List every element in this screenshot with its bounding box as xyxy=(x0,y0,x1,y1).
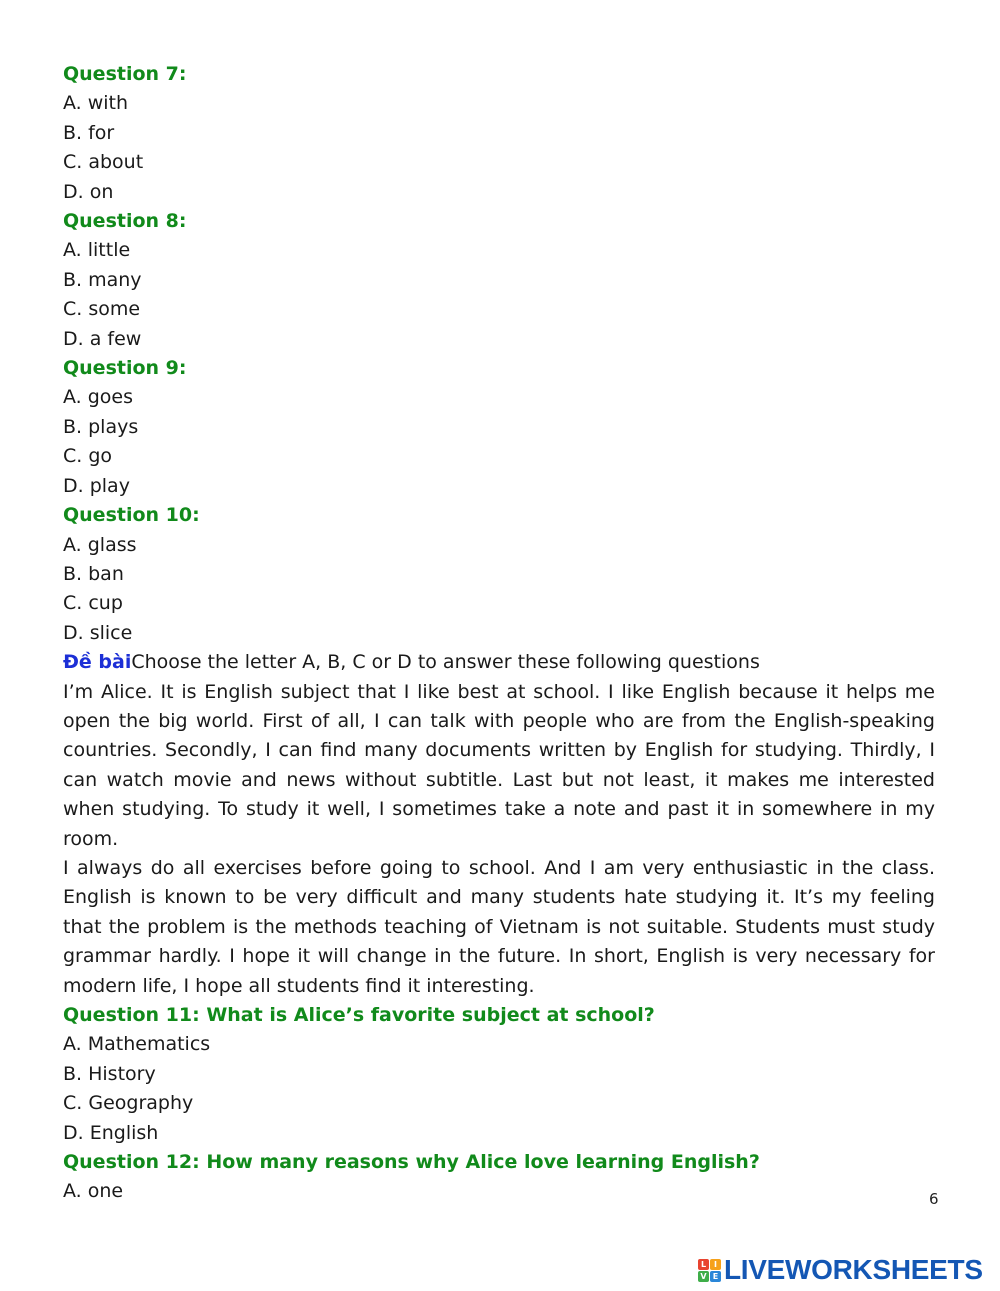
question-block xyxy=(63,354,935,501)
liveworksheets-brand[interactable] xyxy=(698,1254,983,1286)
question-block xyxy=(63,207,935,354)
logo-tile: L xyxy=(698,1259,709,1270)
brand-name: LIVEWORKSHEETS xyxy=(724,1254,983,1285)
question-block xyxy=(63,1148,935,1207)
answer-option[interactable]: B. ban xyxy=(63,562,124,585)
answer-option[interactable]: A. one xyxy=(63,1180,124,1203)
logo-tile: E xyxy=(710,1271,721,1282)
question-block xyxy=(63,60,935,207)
answer-option[interactable]: C. about xyxy=(63,151,144,174)
question-heading: Question 8: xyxy=(63,210,187,233)
answer-option[interactable]: B. History xyxy=(63,1062,156,1085)
question-heading: Question 11: What is Alice’s favorite subject at school? xyxy=(63,1004,655,1026)
answer-option[interactable]: A. little xyxy=(63,239,131,262)
answer-option[interactable]: C. Geography xyxy=(63,1092,194,1115)
answer-option[interactable]: D. on xyxy=(63,180,114,203)
question-heading: Question 10: xyxy=(63,504,200,527)
question-heading: Question 9: xyxy=(63,357,187,380)
question-heading: Question 12: How many reasons why Alice love learning English? xyxy=(63,1151,760,1174)
logo-tile: V xyxy=(698,1271,709,1282)
answer-option[interactable]: C. some xyxy=(63,298,141,321)
answer-option[interactable]: D. play xyxy=(63,474,130,497)
answer-option[interactable]: A. with xyxy=(63,92,129,115)
answer-option[interactable]: B. many xyxy=(63,268,142,291)
answer-option[interactable]: B. for xyxy=(63,121,115,144)
passage-paragraph: I always do all exercises before going to school. And I am very enthusiastic in the class. English is known to be very difficult and many students hate studying it. It’s my feeling that the problem is the methods teaching of Vietnam is not suitable. Students must study grammar hardly. I hope it will change in the future. In short, English is very necessary for modern life, I hope all students find it interesting. xyxy=(63,856,935,997)
passage-paragraph: I’m Alice. It is English subject that I like best at school. I like English because it helps me open the big world. First of all, I can talk with people who are from the English-speaking countries. Secondly, I can find many documents written by English for studying. Thirdly, I can watch movie and news without subtitle. Last but not least, it makes me interested when studying. To study it well, I sometimes take a note and past it in somewhere in my room. xyxy=(63,680,935,850)
page-number: 6 xyxy=(929,1190,939,1208)
answer-option[interactable]: A. goes xyxy=(63,386,134,409)
liveworksheets-logo-icon xyxy=(698,1259,721,1282)
answer-option[interactable]: D. a few xyxy=(63,327,142,350)
worksheet-page xyxy=(63,60,935,1207)
answer-option[interactable]: A. glass xyxy=(63,533,137,556)
answer-option[interactable]: B. plays xyxy=(63,415,139,438)
question-heading: Question 7: xyxy=(63,63,187,85)
instruction-text: Choose the letter A, B, C or D to answer these following questions xyxy=(131,651,760,674)
instruction-line xyxy=(63,648,935,677)
answer-option[interactable]: D. slice xyxy=(63,621,133,644)
answer-option[interactable]: A. Mathematics xyxy=(63,1033,211,1056)
question-block xyxy=(63,1001,935,1148)
logo-tile: I xyxy=(710,1259,721,1270)
question-block xyxy=(63,501,935,648)
answer-option[interactable]: C. go xyxy=(63,445,113,468)
answer-option[interactable]: D. English xyxy=(63,1121,159,1144)
answer-option[interactable]: C. cup xyxy=(63,592,123,615)
instruction-label: Đề bài xyxy=(63,651,132,674)
